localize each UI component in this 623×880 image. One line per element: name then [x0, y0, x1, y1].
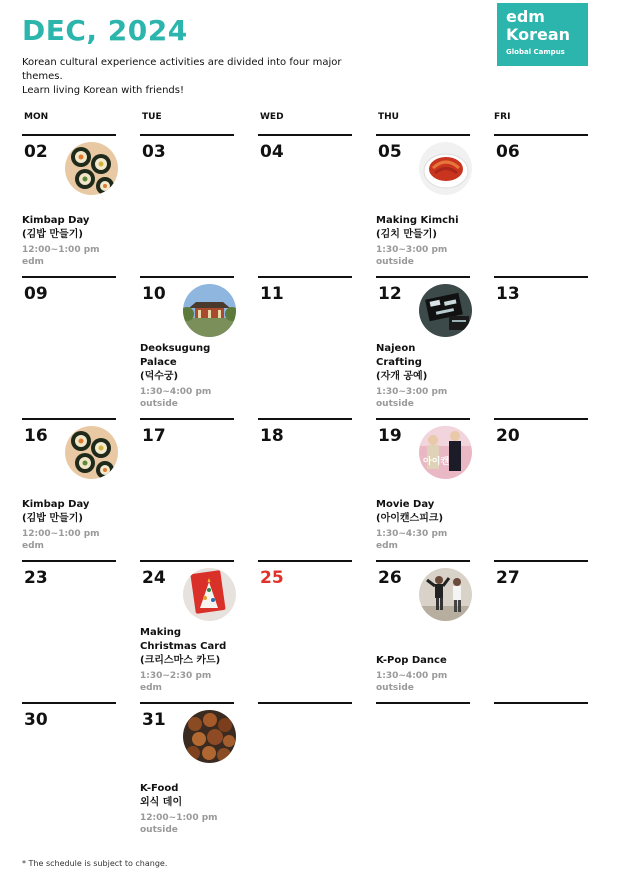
day-divider — [258, 418, 352, 420]
day-number: 03 — [142, 142, 166, 162]
event-time: 1:30~4:30 pm — [376, 529, 448, 539]
svg-text:아이캔: 아이캔 — [423, 457, 450, 467]
weekday-thu: THU — [378, 112, 399, 122]
day-divider — [258, 702, 352, 704]
kfood-photo — [183, 710, 236, 763]
day-number: 11 — [260, 284, 284, 304]
event-time: 1:30~2:30 pm — [140, 671, 212, 681]
page-subtitle — [22, 56, 382, 98]
day-number: 31 — [142, 710, 166, 730]
day-number: 06 — [496, 142, 520, 162]
event-name: K-Food — [140, 783, 179, 794]
day-number: 02 — [24, 142, 48, 162]
day-number: 13 — [496, 284, 520, 304]
day-number: 27 — [496, 568, 520, 588]
event-time: 1:30~4:00 pm — [376, 671, 448, 681]
event-time: 1:30~4:00 pm — [140, 387, 212, 397]
day-divider — [140, 134, 234, 136]
day-divider — [494, 702, 588, 704]
event-info — [376, 654, 476, 694]
christmas-card-photo — [183, 568, 236, 621]
day-divider — [494, 134, 588, 136]
event-info — [140, 342, 240, 410]
najeon-photo — [419, 284, 472, 337]
kimbap-photo — [65, 426, 118, 479]
event-location: outside — [376, 399, 414, 409]
day-number: 20 — [496, 426, 520, 446]
day-divider — [140, 560, 234, 562]
event-name: Kimbap Day — [22, 215, 90, 226]
event-time: 1:30~3:00 pm — [376, 387, 448, 397]
event-name: (김밥 만들기) — [22, 229, 83, 240]
event-location: edm — [140, 683, 162, 693]
day-number: 10 — [142, 284, 166, 304]
day-number: 19 — [378, 426, 402, 446]
event-location: edm — [22, 257, 44, 267]
event-name: (덕수궁) — [140, 371, 179, 382]
day-divider — [22, 418, 116, 420]
day-divider — [140, 418, 234, 420]
day-divider — [376, 560, 470, 562]
weekday-fri: FRI — [494, 112, 511, 122]
event-name: (김밥 만들기) — [22, 513, 83, 524]
event-location: outside — [140, 825, 178, 835]
edm-korean-logo — [497, 3, 588, 66]
day-number: 23 — [24, 568, 48, 588]
event-time: 1:30~3:00 pm — [376, 245, 448, 255]
event-location: edm — [22, 541, 44, 551]
event-name: (김치 만들기) — [376, 229, 437, 240]
kpop-dance-photo — [419, 568, 472, 621]
event-name: Making Kimchi — [376, 215, 459, 226]
day-divider — [494, 560, 588, 562]
day-divider — [494, 276, 588, 278]
event-info — [22, 498, 122, 552]
event-info — [140, 782, 240, 836]
day-divider — [376, 134, 470, 136]
event-name: Crafting — [376, 357, 422, 368]
event-time: 12:00~1:00 pm — [22, 529, 100, 539]
event-name: (아이캔스피크) — [376, 513, 444, 524]
day-number: 05 — [378, 142, 402, 162]
footnote: * The schedule is subject to change. — [22, 859, 168, 868]
day-divider — [22, 560, 116, 562]
palace-photo — [183, 284, 236, 337]
event-name: Najeon — [376, 343, 416, 354]
event-info — [376, 342, 476, 410]
day-number: 25 — [260, 568, 284, 588]
logo-text: edm — [506, 7, 545, 26]
day-number: 12 — [378, 284, 402, 304]
event-name: (크리스마스 카드) — [140, 655, 221, 666]
event-info — [22, 214, 122, 268]
day-number: 04 — [260, 142, 284, 162]
event-info — [376, 498, 476, 552]
event-info — [140, 626, 240, 694]
weekday-tue: TUE — [142, 112, 162, 122]
event-name: K-Pop Dance — [376, 655, 447, 666]
event-location: edm — [376, 541, 398, 551]
kimbap-photo — [65, 142, 118, 195]
logo-text: Korean — [506, 25, 571, 44]
day-divider — [376, 276, 470, 278]
event-name: Movie Day — [376, 499, 435, 510]
day-number: 16 — [24, 426, 48, 446]
day-number: 17 — [142, 426, 166, 446]
event-name: Kimbap Day — [22, 499, 90, 510]
movie-photo — [419, 426, 472, 479]
subtitle-line: Korean cultural experience activities are divided into four major themes. — [22, 57, 342, 82]
event-name: Deoksugung — [140, 343, 211, 354]
event-name: 외식 데이 — [140, 797, 183, 808]
event-name: Christmas Card — [140, 641, 227, 652]
day-divider — [258, 560, 352, 562]
day-number: 26 — [378, 568, 402, 588]
day-divider — [140, 702, 234, 704]
kimchi-photo — [419, 142, 472, 195]
day-number: 24 — [142, 568, 166, 588]
subtitle-line: Learn living Korean with friends! — [22, 85, 184, 96]
weekday-wed: WED — [260, 112, 284, 122]
weekday-mon: MON — [24, 112, 49, 122]
day-number: 30 — [24, 710, 48, 730]
event-info — [376, 214, 476, 268]
event-time: 12:00~1:00 pm — [140, 813, 218, 823]
day-divider — [376, 418, 470, 420]
event-location: outside — [376, 257, 414, 267]
day-divider — [376, 702, 470, 704]
page-title: DEC, 2024 — [22, 14, 188, 47]
event-time: 12:00~1:00 pm — [22, 245, 100, 255]
day-divider — [258, 276, 352, 278]
event-name: (자개 공예) — [376, 371, 428, 382]
day-divider — [258, 134, 352, 136]
logo-text: Global Campus — [506, 48, 565, 56]
day-number: 09 — [24, 284, 48, 304]
day-divider — [22, 276, 116, 278]
day-divider — [22, 702, 116, 704]
event-location: outside — [140, 399, 178, 409]
day-divider — [140, 276, 234, 278]
event-name: Palace — [140, 357, 177, 368]
day-divider — [22, 134, 116, 136]
day-divider — [494, 418, 588, 420]
event-name: Making — [140, 627, 182, 638]
event-location: outside — [376, 683, 414, 693]
day-number: 18 — [260, 426, 284, 446]
